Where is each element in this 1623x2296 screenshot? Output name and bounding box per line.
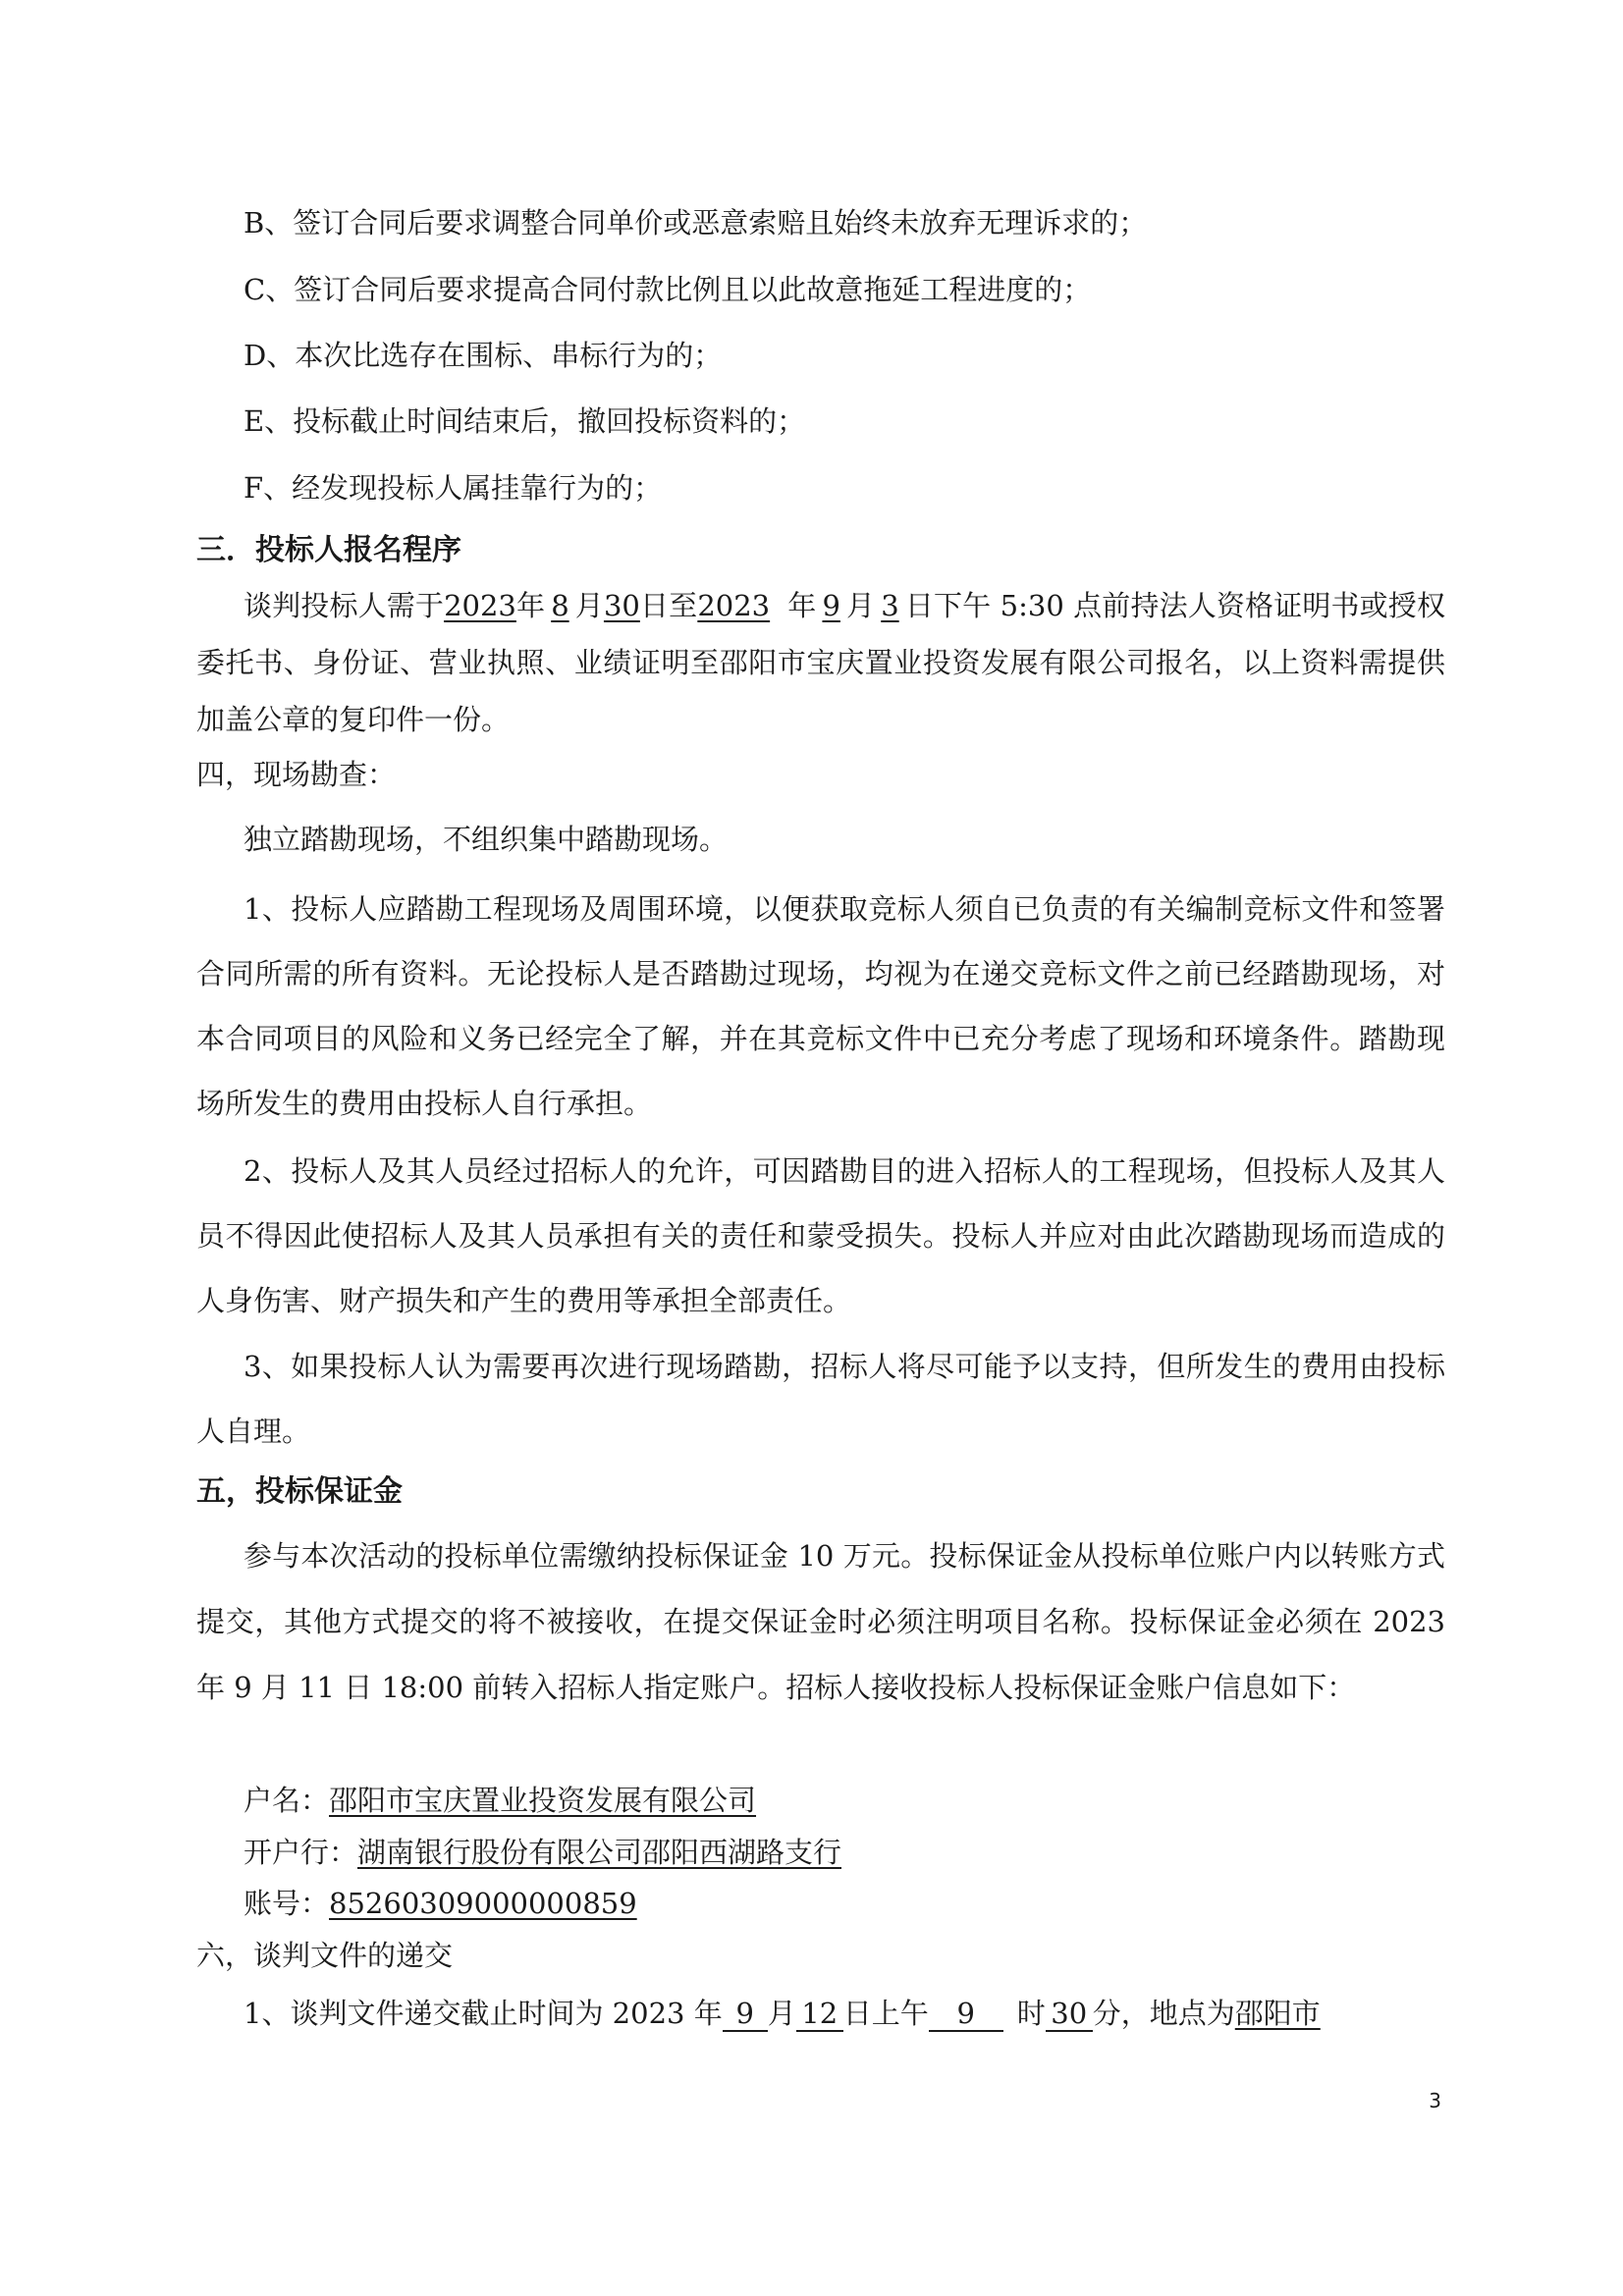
account-number-value: 85260309000000859 <box>329 1887 637 1920</box>
account-name-label: 户名： <box>243 1784 330 1817</box>
account-number-label: 账号： <box>243 1887 330 1920</box>
list-item-e: E、投标截止时间结束后，撤回投标资料的； <box>243 404 806 438</box>
date-month-end: 9 <box>822 589 840 622</box>
section4-heading: 四，现场勘查： <box>196 758 397 791</box>
section4-intro: 独立踏勘现场，不组织集中踏勘现场。 <box>243 823 729 856</box>
submit-minute: 30 <box>1046 1999 1093 2032</box>
section5-paragraph: 参与本次活动的投标单位需缴纳投标保证金 10 万元。投标保证金从投标单位账户内以转账方式提交，其他方式提交的将不被接收，在提交保证金时必须注明项目名称。投标保证金必须在 2023 年 9 月 11 日 18:00 前转入招标人指定账户。招标人接收投标人投标保证金账户信息如下： <box>196 1539 1445 1704</box>
submit-hour: 9 <box>929 1999 1003 2032</box>
page-number: 3 <box>1429 2089 1441 2112</box>
section4-paragraph-2: 2、投标人及其人员经过招标人的允许，可因踏勘目的进入招标人的工程现场，但投标人及其人员不得因此使招标人及其人员承担有关的责任和蒙受损失。投标人并应对由此次踏勘现场而造成的人身伤害、财产损失和产生的费用等承担全部责任。 <box>196 1154 1445 1317</box>
account-name-row <box>243 1784 757 1817</box>
section4-paragraph-1: 1、投标人应踏勘工程现场及周围环境，以便获取竞标人须自已负责的有关编制竞标文件和签署合同所需的所有资料。无论投标人是否踏勘过现场，均视为在递交竞标文件之前已经踏勘现场，对本合同项目的风险和义务已经完全了解，并在其竞标文件中已充分考虑了现场和环境条件。踏勘现场所发生的费用由投标人自行承担。 <box>196 892 1445 1120</box>
list-item-d: D、本次比选存在围标、串标行为的； <box>243 339 723 372</box>
section3-heading: 三．投标人报名程序 <box>196 533 461 567</box>
section5-heading: 五，投标保证金 <box>196 1474 403 1509</box>
submit-day: 12 <box>796 1999 843 2032</box>
list-item-b: B、签订合同后要求调整合同单价或恶意索赔且始终未放弃无理诉求的； <box>243 206 1148 240</box>
account-name-value: 邵阳市宝庆置业投资发展有限公司 <box>329 1784 757 1817</box>
date-day-start: 30 <box>603 589 640 622</box>
date-month-start: 8 <box>551 589 569 622</box>
submit-month: 9 <box>723 1999 768 2032</box>
section6-heading: 六，谈判文件的递交 <box>196 1939 454 1972</box>
bank-label: 开户行： <box>243 1836 358 1869</box>
section3-paragraph: 谈判投标人需于2023年 8 月30日至2023 年 9 月 3 日下午 5:30 点前持法人资格证明书或授权委托书、身份证、营业执照、业绩证明至邵阳市宝庆置业投资发展有限公司报名，以上资料需提供加盖公章的复印件一份。 <box>196 589 1445 736</box>
bank-value: 湖南银行股份有限公司邵阳西湖路支行 <box>357 1836 842 1869</box>
account-number-row <box>243 1887 637 1920</box>
date-day-end: 3 <box>881 589 899 622</box>
section6-paragraph-1: 1、谈判文件递交截止时间为 2023 年 9 月 12 日上午 9 时 30 分，地点为邵阳市 <box>243 1997 1321 2030</box>
date-year-end: 2023 <box>697 589 771 622</box>
submit-place: 邵阳市 <box>1234 1997 1321 2030</box>
list-item-f: F、经发现投标人属挂靠行为的； <box>243 471 663 505</box>
date-year-start: 2023 <box>444 589 516 622</box>
list-item-c: C、签订合同后要求提高合同付款比例且以此故意拖延工程进度的； <box>243 273 1092 306</box>
bank-row <box>243 1836 871 1869</box>
section4-paragraph-3: 3、如果投标人认为需要再次进行现场踏勘，招标人将尽可能予以支持，但所发生的费用由投标人自理。 <box>196 1350 1445 1448</box>
